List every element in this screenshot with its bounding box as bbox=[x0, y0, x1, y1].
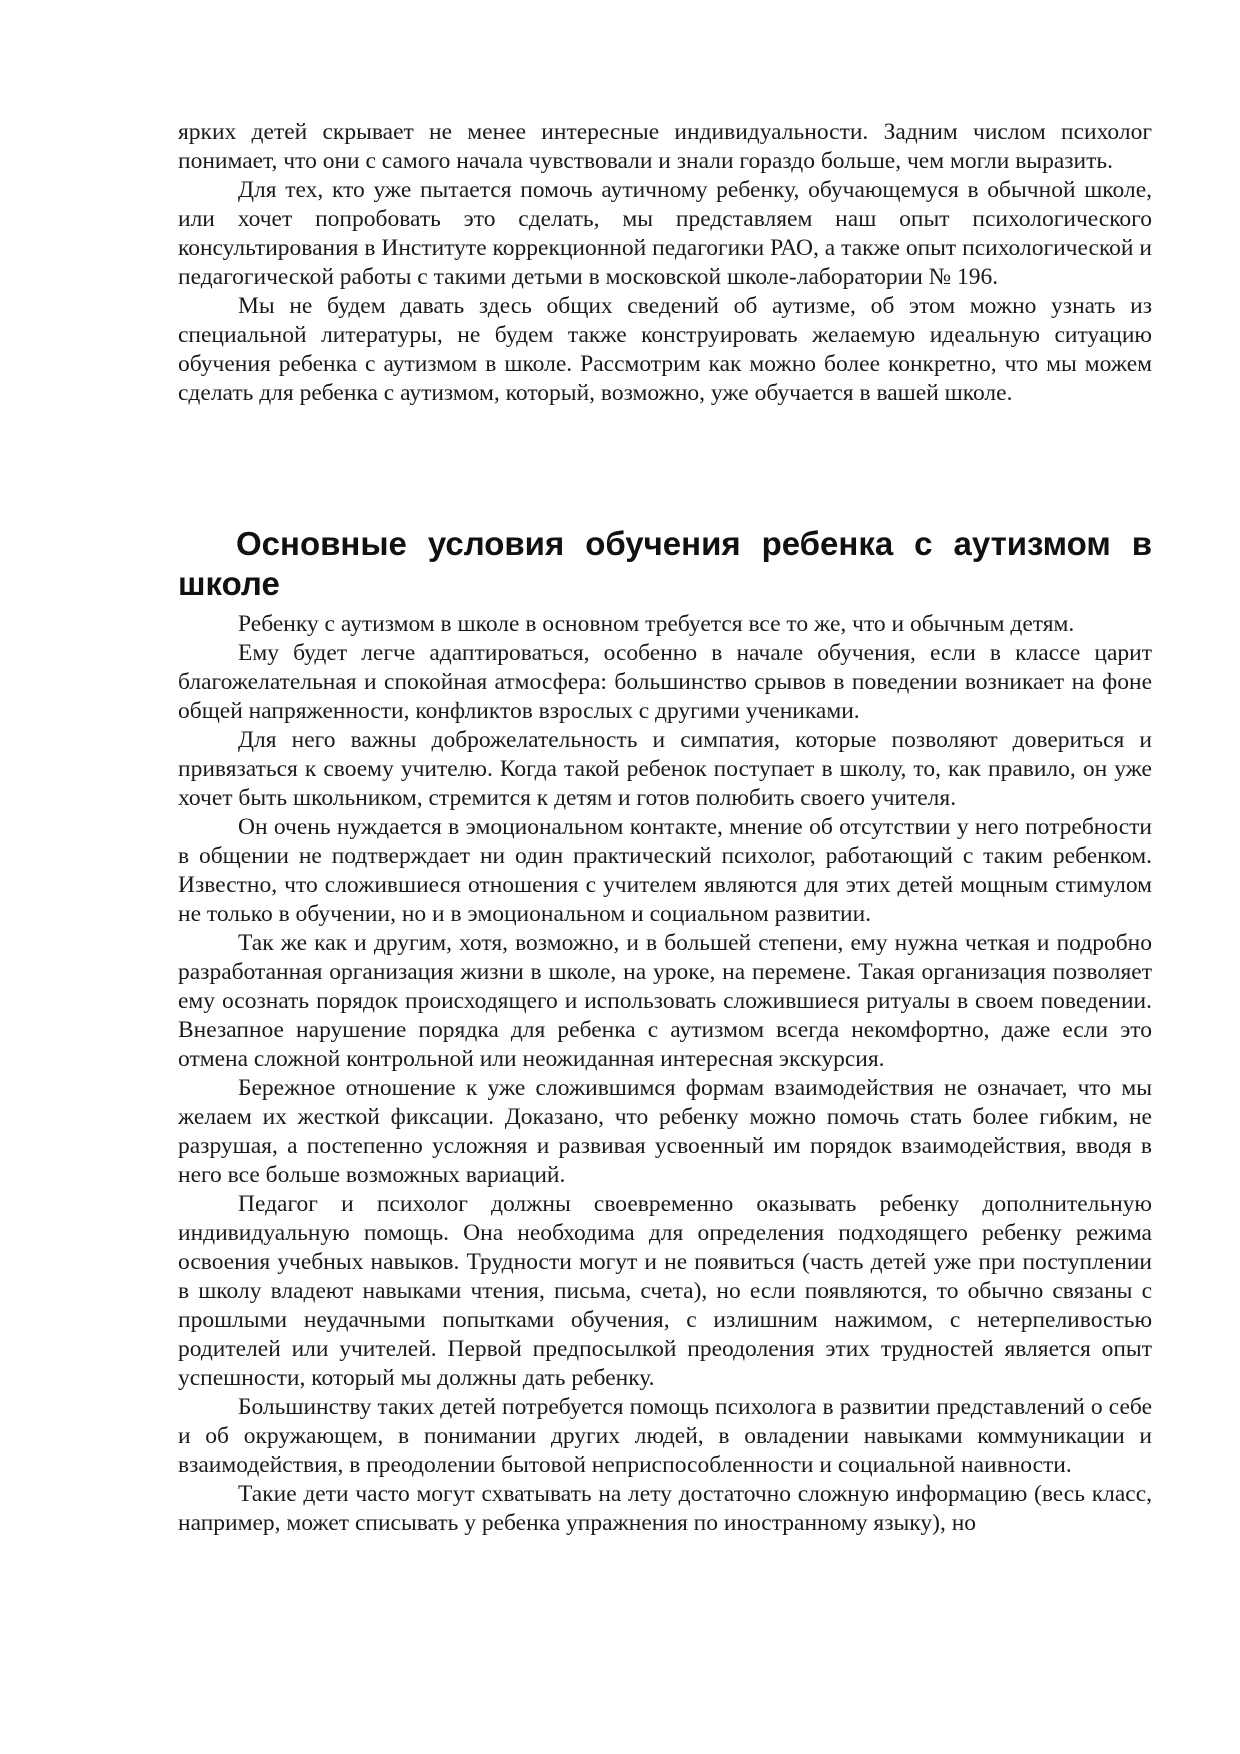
section-text bbox=[178, 610, 1152, 1538]
paragraph: ярких детей скрывает не менее интересные индивидуальности. Задним числом психолог понимает, что они с самого начала чувствовали и знали гораздо больше, чем могли выразить. bbox=[178, 119, 1152, 174]
paragraph: Бережное отношение к уже сложившимся формам взаимодействия не означает, что мы желаем их жесткой фиксации. Доказано, что ребенку можно помочь стать более гибким, не разрушая, а постепенно усложняя и развивая усвоенный им порядок взаимодействия, вводя в него все больше возможных вариаций. bbox=[178, 1075, 1152, 1188]
paragraph: Ребенку с аутизмом в школе в основном требуется все то же, что и обычным детям. bbox=[238, 611, 1075, 637]
paragraph: Педагог и психолог должны своевременно оказывать ребенку дополнительную индивидуальную помощь. Она необходима для определения подходящего ребенку режима освоения учебных навыков. Трудности могут и не появиться (часть детей уже при поступлении в школу владеют навыками чтения, письма, счета), но если появляются, то обычно связаны с прошлыми неудачными попытками обучения, с излишним нажимом, с нетерпеливостью родителей или учителей. Первой предпосылкой преодоления этих трудностей является опыт успешности, который мы должны дать ребенку. bbox=[178, 1191, 1152, 1391]
paragraph: Такие дети часто могут схватывать на лету достаточно сложную информацию (весь класс, например, может списывать у ребенка упражнения по иностранному языку), но bbox=[178, 1481, 1152, 1536]
paragraph: Мы не будем давать здесь общих сведений об аутизме, об этом можно узнать из специальной литературы, не будем также конструировать желаемую идеальную ситуацию обучения ребенка с аутизмом в школе. Рассмотрим как можно более конкретно, что мы можем сделать для ребенка с аутизмом, который, возможно, уже обучается в вашей школе. bbox=[178, 293, 1152, 406]
intro-text bbox=[178, 118, 1152, 408]
paragraph: Большинству таких детей потребуется помощь психолога в развитии представлений о себе и об окружающем, в понимании других людей, в овладении навыками коммуникации и взаимодействия, в преодолении бытовой неприспособленности и социальной наивности. bbox=[178, 1394, 1152, 1478]
paragraph: Он очень нуждается в эмоциональном контакте, мнение об отсутствии у него потребности в общении не подтверждает ни один практический психолог, работающий с таким ребенком. Известно, что сложившиеся отношения с учителем являются для этих детей мощным стимулом не только в обучении, но и в эмоциональном и социальном развитии. bbox=[178, 814, 1152, 927]
paragraph: Для тех, кто уже пытается помочь аутичному ребенку, обучающемуся в обычной школе, или хочет попробовать это сделать, мы представляем наш опыт психологического консультирования в Институте коррекционной педагогики РАО, а также опыт психологической и педагогической работы с такими детьми в московской школе-лаборатории № 196. bbox=[178, 177, 1152, 290]
section-heading: Основные условия обучения ребенка с аутизмом в школе bbox=[178, 525, 1152, 602]
paragraph: Так же как и другим, хотя, возможно, и в большей степени, ему нужна четкая и подробно разработанная организация жизни в школе, на уроке, на перемене. Такая организация позволяет ему осознать порядок происходящего и использовать сложившиеся ритуалы в своем поведении. Внезапное нарушение порядка для ребенка с аутизмом всегда некомфортно, даже если это отмена сложной контрольной или неожиданная интересная экскурсия. bbox=[178, 930, 1152, 1072]
paragraph: Для него важны доброжелательность и симпатия, которые позволяют довериться и привязаться к своему учителю. Когда такой ребенок поступает в школу, то, как правило, он уже хочет быть школьником, стремится к детям и готов полюбить своего учителя. bbox=[178, 727, 1152, 811]
paragraph: Ему будет легче адаптироваться, особенно в начале обучения, если в классе царит благожелательная и спокойная атмосфера: большинство срывов в поведении возникает на фоне общей напряженности, конфликтов взрослых с другими учениками. bbox=[178, 640, 1152, 724]
